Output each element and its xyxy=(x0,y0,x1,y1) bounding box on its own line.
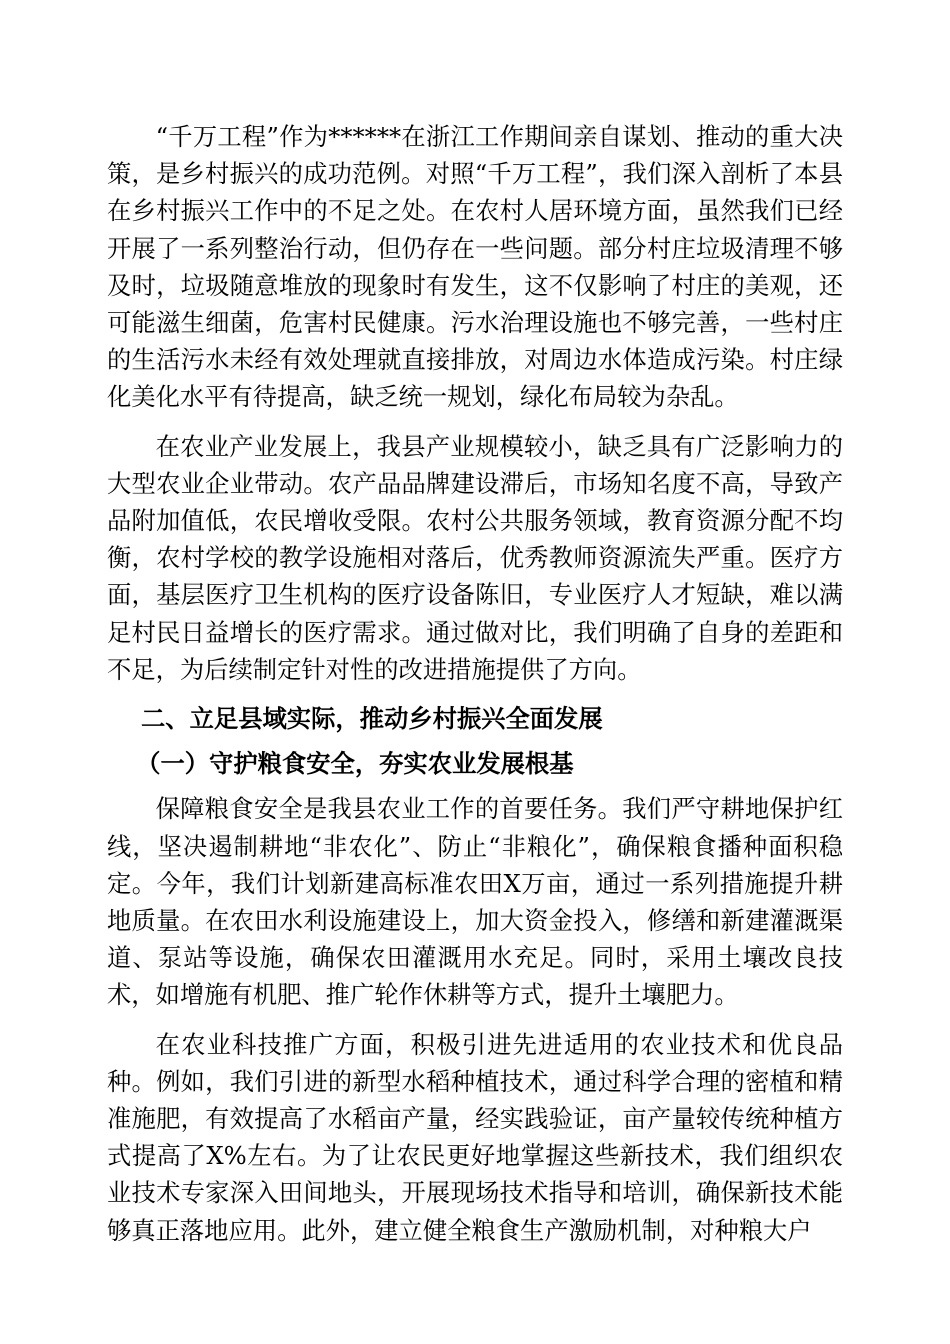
document-page xyxy=(107,118,843,1261)
subsection-heading: （一）守护粮食安全，夯实农业发展根基 xyxy=(136,749,574,779)
body-paragraph: “千万工程”作为******在浙江工作期间亲自谋划、推动的重大决策，是乡村振兴的成功范例。对照“千万工程”，我们深入剖析了本县在乡村振兴工作中的不足之处。在农村人居环境方面，虽然我们已经开展了一系列整治行动，但仍存在一些问题。部分村庄垃圾清理不够及时，垃圾随意堆放的现象时有发生，这不仅影响了村庄的美观，还可能滋生细菌，危害村民健康。污水治理设施也不够完善，一些村庄的生活污水未经有效处理就直接排放，对周边水体造成污染。村庄绿化美化水平有待提高，缺乏统一规划，绿化布局较为杂乱。 xyxy=(107,122,843,412)
section-heading: 二、立足县域实际，推动乡村振兴全面发展 xyxy=(141,704,603,734)
body-paragraph: 保障粮食安全是我县农业工作的首要任务。我们严守耕地保护红线，坚决遏制耕地“非农化”、防止“非粮化”，确保粮食播种面积稳定。今年，我们计划新建高标准农田X万亩，通过一系列措施提升耕地质量。在农田水利设施建设上，加大资金投入，修缮和新建灌溉渠道、泵站等设施，确保农田灌溉用水充足。同时，采用土壤改良技术，如增施有机肥、推广轮作休耕等方式，提升土壤肥力。 xyxy=(107,794,843,1010)
body-paragraph: 在农业科技推广方面，积极引进先进适用的农业技术和优良品种。例如，我们引进的新型水稻种植技术，通过科学合理的密植和精准施肥，有效提高了水稻亩产量，经实践验证，亩产量较传统种植方式提高了X%左右。为了让农民更好地掌握这些新技术，我们组织农业技术专家深入田间地头，开展现场技术指导和培训，确保新技术能够真正落地应用。此外，建立健全粮食生产激励机制，对种粮大户 xyxy=(107,1029,843,1245)
body-paragraph: 在农业产业发展上，我县产业规模较小，缺乏具有广泛影响力的大型农业企业带动。农产品品牌建设滞后，市场知名度不高，导致产品附加值低，农民增收受限。农村公共服务领域，教育资源分配不均衡，农村学校的教学设施相对落后，优秀教师资源流失严重。医疗方面，基层医疗卫生机构的医疗设备陈旧，专业医疗人才短缺，难以满足村民日益增长的医疗需求。通过做对比，我们明确了自身的差距和不足，为后续制定针对性的改进措施提供了方向。 xyxy=(107,431,843,684)
